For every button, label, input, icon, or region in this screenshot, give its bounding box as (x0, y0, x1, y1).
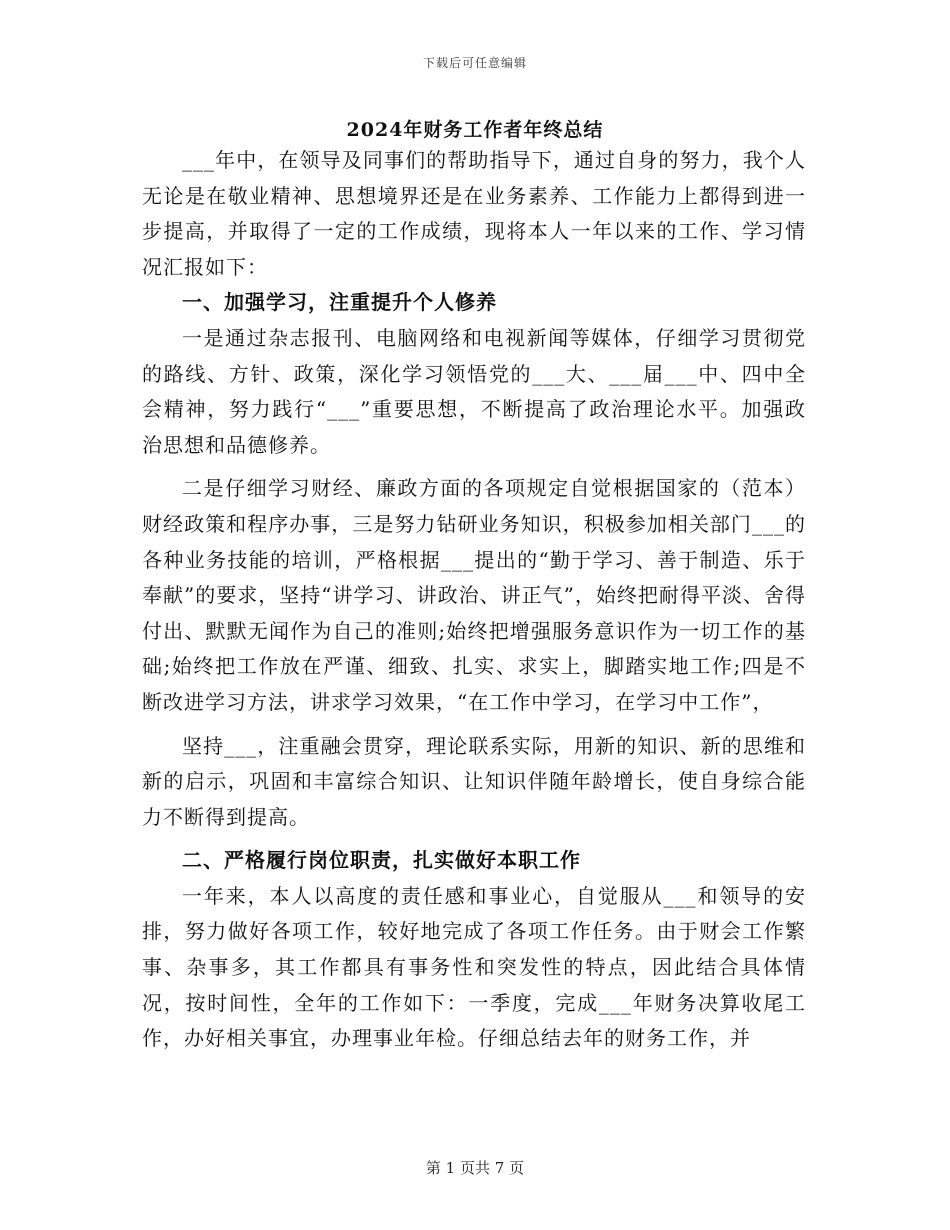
header-note: 下载后可任意编辑 (422, 56, 527, 70)
document-title: 2024年财务工作者年终总结 (346, 119, 604, 141)
section1-paragraph-1: 一是通过杂志报刊、电脑网络和电视新闻等媒体，仔细学习贯彻党的路线、方针、政策，深化学习领悟党的___大、___届___中、四中全会精神，努力践行“___”重要思想，不断提高了政治理论水平。加强政治思想和品德修养。 (142, 325, 806, 457)
section2-paragraph-1: 一年来，本人以高度的责任感和事业心，自觉服从___和领导的安排，努力做好各项工作，较好地完成了各项工作任务。由于财会工作繁事、杂事多，其工作都具有事务性和突发性的特点，因此结合具体情况，按时间性，全年的工作如下：一季度，完成___年财务决算收尾工作，办好相关事宜，办理事业年检。仔细总结去年的财务工作，并 (142, 883, 806, 1051)
section-heading-1: 一、加强学习，注重提升个人修养 (182, 290, 497, 315)
section1-paragraph-3: 坚持___，注重融会贯穿，理论联系实际，用新的知识、新的思维和新的启示，巩固和丰富综合知识、让知识伴随年龄增长，使自身综合能力不断得到提高。 (142, 733, 806, 829)
section-heading-2: 二、严格履行岗位职责，扎实做好本职工作 (182, 848, 581, 873)
intro-paragraph: ___年中，在领导及同事们的帮助指导下，通过自身的努力，我个人无论是在敬业精神、思想境界还是在业务素养、工作能力上都得到进一步提高，并取得了一定的工作成绩，现将本人一年以来的工作、学习情况汇报如下： (142, 148, 806, 279)
page-number: 第 1 页共 7 页 (425, 1159, 525, 1177)
document-body (142, 143, 806, 1057)
section1-paragraph-2: 二是仔细学习财经、廉政方面的各项规定自觉根据国家的（范本）财经政策和程序办事，三是努力钻研业务知识，积极参加相关部门___的各种业务技能的培训，严格根据___提出的“勤于学习、善于制造、乐于奉献”的要求，坚持“讲学习、讲政治、讲正气”，始终把耐得平淡、舍得付出、默默无闻作为自己的准则;始终把增强服务意识作为一切工作的基础;始终把工作放在严谨、细致、扎实、求实上，脚踏实地工作;四是不断改进学习方法，讲求学习效果，“在工作中学习，在学习中工作”， (142, 476, 806, 714)
